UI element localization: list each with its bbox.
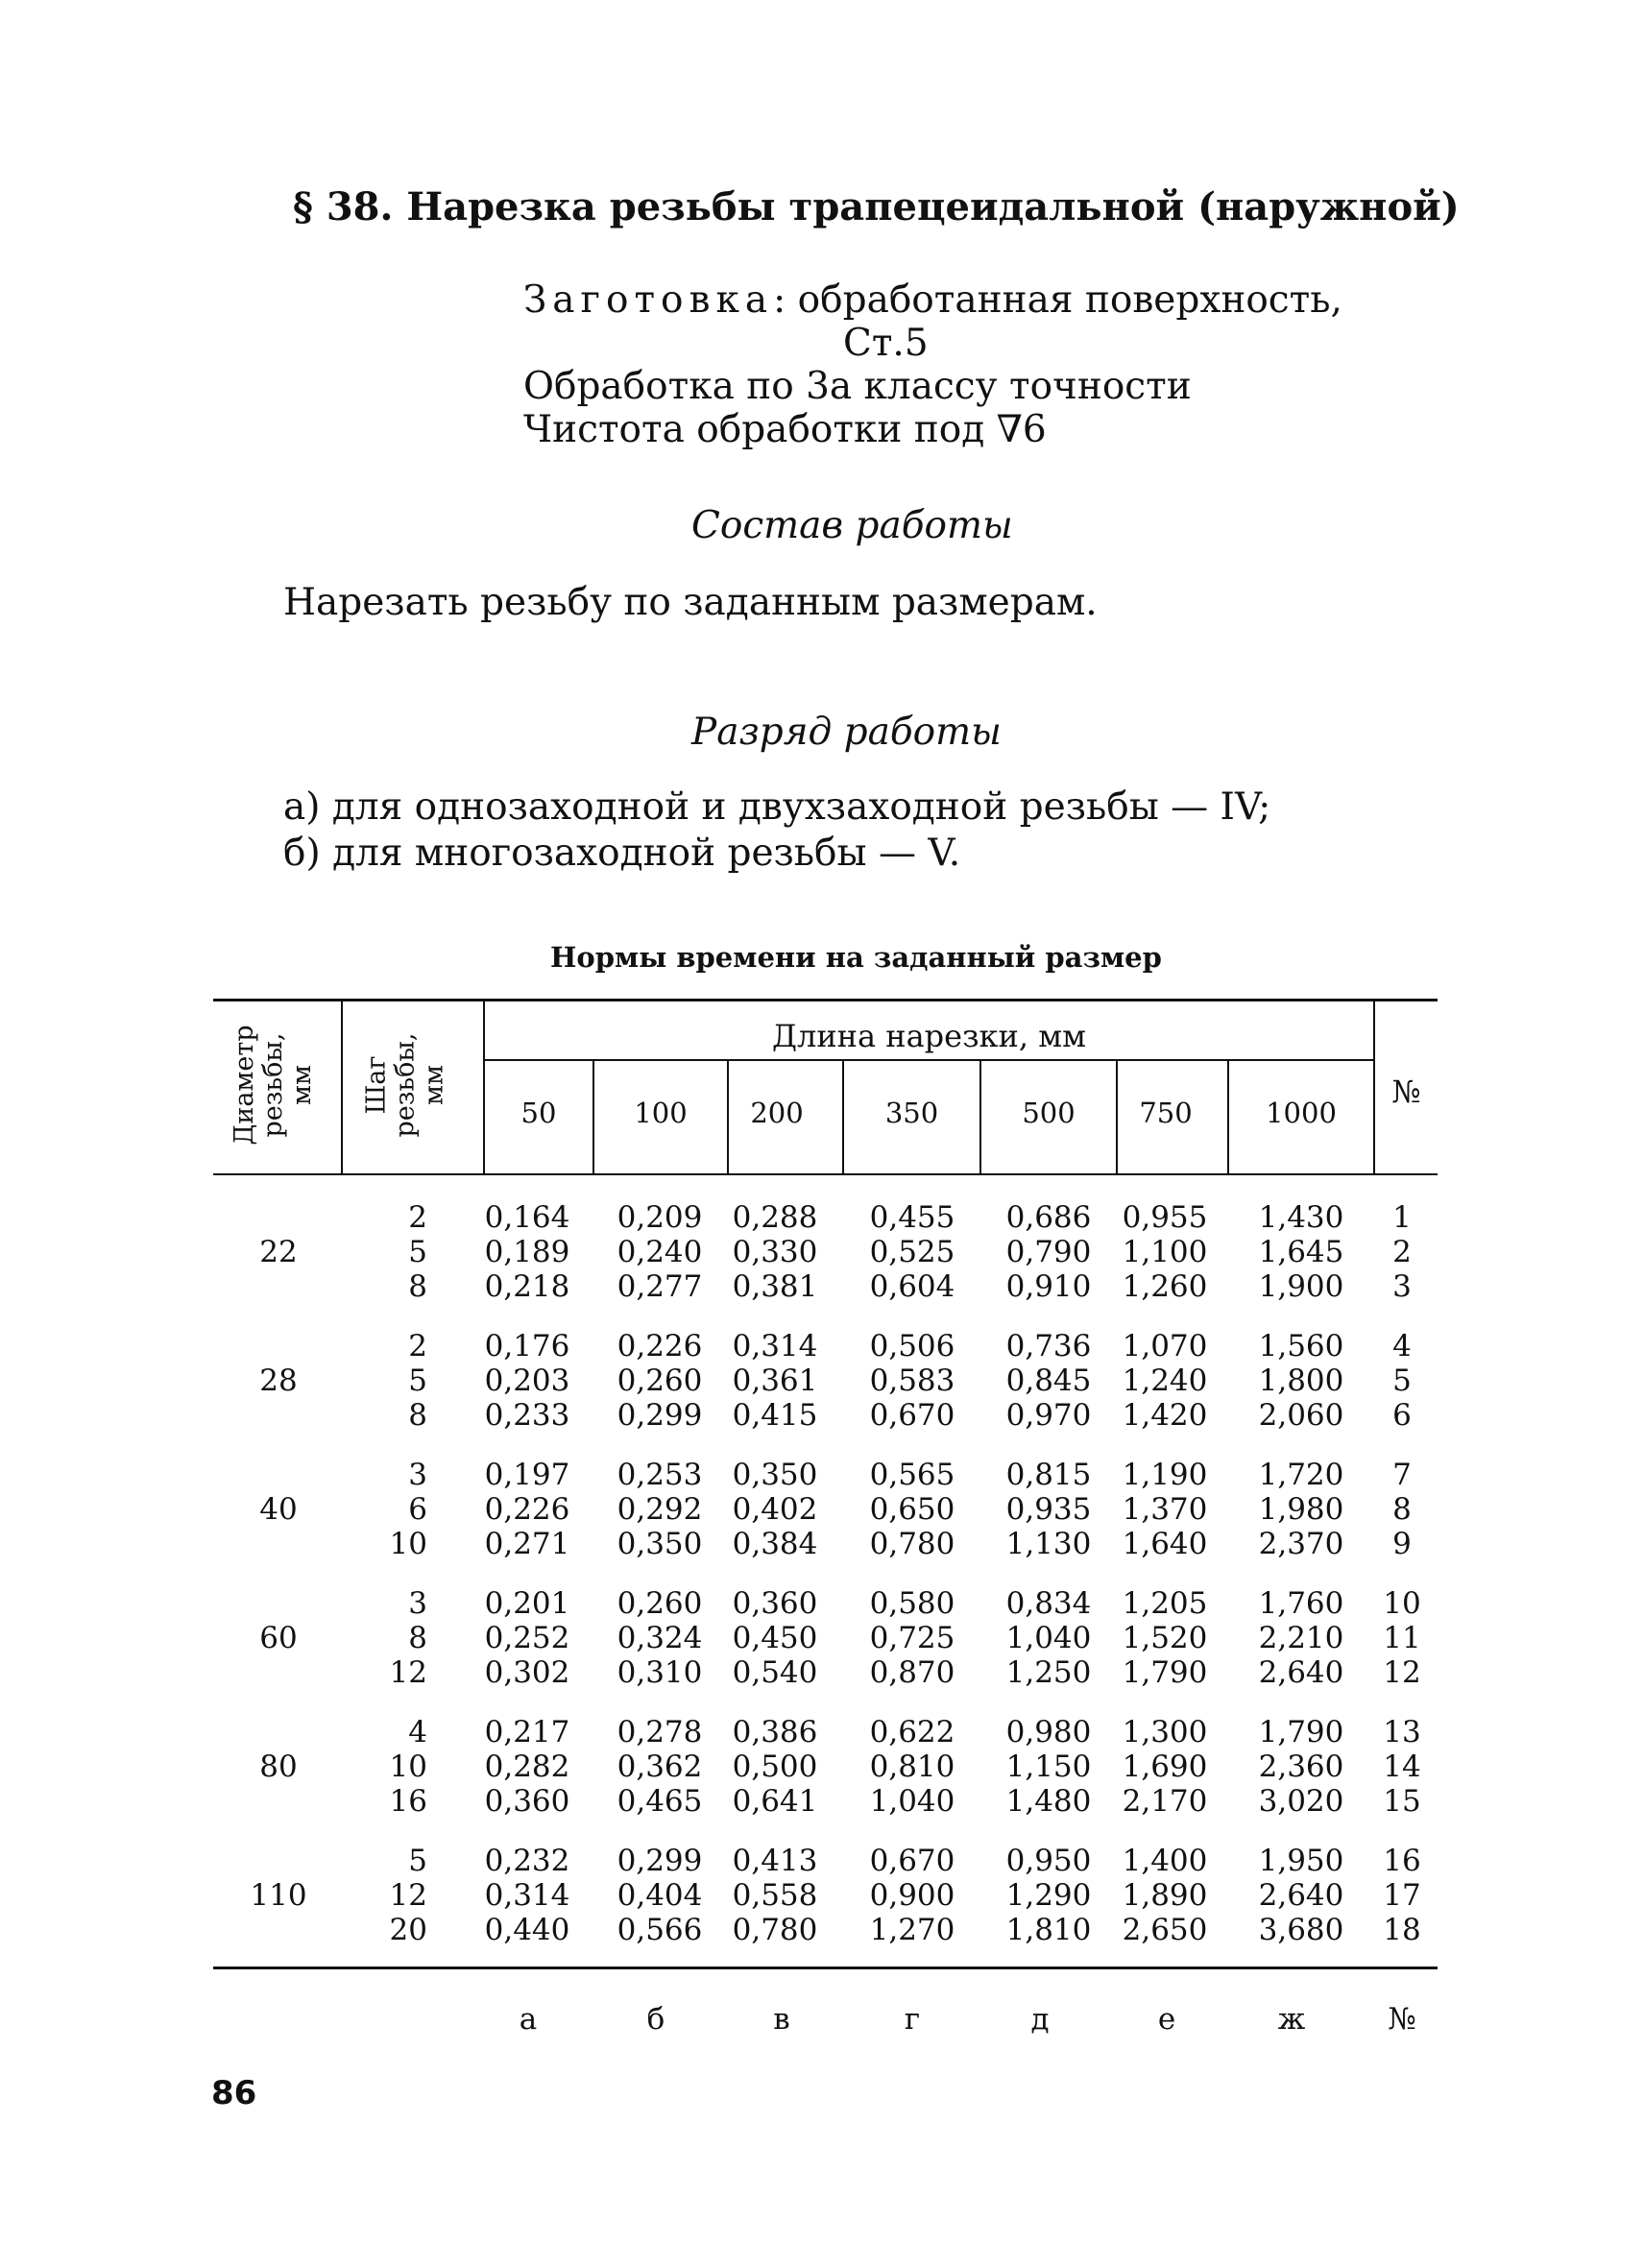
time-norm-cell: 1,790: [1258, 1715, 1344, 1749]
diameter-header-line: мм: [287, 1065, 317, 1106]
diameter-header-line: резьбы,: [258, 1032, 288, 1138]
time-norm-cell: 0,381: [732, 1269, 818, 1304]
row-number: 9: [1392, 1527, 1412, 1561]
time-norm-cell: 0,815: [1005, 1458, 1092, 1492]
time-norm-cell: 1,260: [1122, 1269, 1208, 1304]
time-norm-cell: 0,314: [732, 1329, 818, 1363]
pitch-value: 12: [389, 1655, 427, 1690]
time-norm-cell: 1,190: [1122, 1458, 1208, 1492]
time-norm-cell: 0,292: [616, 1492, 703, 1527]
time-norm-cell: 3,680: [1258, 1913, 1344, 1947]
time-norm-cell: 1,560: [1258, 1329, 1344, 1363]
time-norm-cell: 0,226: [616, 1329, 703, 1363]
time-norm-cell: 0,299: [616, 1398, 703, 1433]
time-norm-cell: 1,790: [1122, 1655, 1208, 1690]
footer-letter-zh: ж: [1277, 2002, 1306, 2037]
time-norm-cell: 1,150: [1005, 1749, 1092, 1784]
time-norm-cell: 1,890: [1122, 1878, 1208, 1913]
time-norm-cell: 1,100: [1122, 1235, 1208, 1269]
diameter-value: 60: [259, 1621, 298, 1655]
diameter-value: 28: [259, 1363, 298, 1398]
time-norm-cell: 0,736: [1005, 1329, 1092, 1363]
pitch-value: 16: [389, 1784, 427, 1819]
time-norm-cell: 0,500: [732, 1749, 818, 1784]
footer-letter-g: г: [904, 2002, 921, 2037]
pitch-value: 6: [408, 1492, 427, 1527]
pitch-header-line: резьбы,: [390, 1032, 421, 1138]
row-number: 17: [1383, 1878, 1421, 1913]
time-norm-cell: 1,645: [1258, 1235, 1344, 1269]
time-norm-cell: 1,800: [1258, 1363, 1344, 1398]
time-norm-cell: 0,314: [484, 1878, 570, 1913]
row-number: 2: [1392, 1235, 1412, 1269]
time-norm-cell: 0,310: [616, 1655, 703, 1690]
pitch-value: 4: [408, 1715, 427, 1749]
time-norm-cell: 2,640: [1258, 1655, 1344, 1690]
time-norm-cell: 2,360: [1258, 1749, 1344, 1784]
time-norm-cell: 0,240: [616, 1235, 703, 1269]
time-norm-cell: 2,170: [1122, 1784, 1208, 1819]
footer-letter-a: а: [519, 2002, 538, 2037]
time-norm-cell: 0,725: [869, 1621, 955, 1655]
row-number: 1: [1392, 1200, 1412, 1235]
footer-letter-d: д: [1030, 2002, 1050, 2037]
time-norm-cell: 0,566: [616, 1913, 703, 1947]
time-norm-cell: 0,288: [732, 1200, 818, 1235]
time-norm-cell: 0,580: [869, 1586, 955, 1621]
time-norm-cell: 0,558: [732, 1878, 818, 1913]
time-norm-cell: 0,845: [1005, 1363, 1092, 1398]
time-norm-cell: 0,910: [1005, 1269, 1092, 1304]
work-content-text: Нарезать резьбу по заданным размерам.: [283, 581, 1098, 624]
time-norm-cell: 1,810: [1005, 1913, 1092, 1947]
number-column-header: №: [1391, 1074, 1421, 1110]
time-norm-cell: 0,361: [732, 1363, 818, 1398]
time-norm-cell: 1,640: [1122, 1527, 1208, 1561]
time-norm-cell: 0,686: [1005, 1200, 1092, 1235]
time-norm-cell: 0,604: [869, 1269, 955, 1304]
time-norm-cell: 1,130: [1005, 1527, 1092, 1561]
length-header-200: 200: [750, 1097, 804, 1129]
length-header-750: 750: [1139, 1097, 1193, 1129]
row-number: 16: [1383, 1844, 1421, 1878]
pitch-value: 10: [389, 1749, 427, 1784]
footer-number-symbol: №: [1388, 2002, 1416, 2037]
work-content-heading: Состав работы: [691, 504, 1013, 547]
time-norm-cell: 0,203: [484, 1363, 570, 1398]
time-norm-cell: 0,218: [484, 1269, 570, 1304]
page-number: 86: [211, 2074, 257, 2112]
table-bottom-rule: [213, 1966, 1438, 1969]
time-norm-cell: 0,360: [732, 1586, 818, 1621]
time-norm-cell: 0,950: [1005, 1844, 1092, 1878]
time-norm-cell: 0,810: [869, 1749, 955, 1784]
time-norm-cell: 1,760: [1258, 1586, 1344, 1621]
time-norm-cell: 0,935: [1005, 1492, 1092, 1527]
time-norm-cell: 0,415: [732, 1398, 818, 1433]
time-norm-cell: 0,440: [484, 1913, 570, 1947]
time-norm-cell: 0,330: [732, 1235, 818, 1269]
workpiece-line-1: [523, 277, 1342, 325]
row-number: 7: [1392, 1458, 1412, 1492]
time-norm-cell: 0,955: [1122, 1200, 1208, 1235]
pitch-value: 3: [408, 1586, 427, 1621]
time-norm-cell: 0,209: [616, 1200, 703, 1235]
time-norm-cell: 1,950: [1258, 1844, 1344, 1878]
time-norm-cell: 1,290: [1005, 1878, 1092, 1913]
time-norm-cell: 0,278: [616, 1715, 703, 1749]
time-norm-cell: 0,277: [616, 1269, 703, 1304]
diameter-value: 110: [250, 1878, 307, 1913]
time-norm-cell: 0,302: [484, 1655, 570, 1690]
header-bottom-rule: [213, 1173, 1438, 1175]
time-norm-cell: 0,402: [732, 1492, 818, 1527]
row-number: 12: [1383, 1655, 1421, 1690]
workpiece-description: : обработанная поверхность,: [773, 278, 1342, 322]
pitch-header-line: мм: [419, 1065, 449, 1106]
length-header-50: 50: [520, 1097, 557, 1129]
header-divider: [341, 999, 343, 1173]
diameter-value: 22: [259, 1235, 298, 1269]
time-norm-cell: 0,217: [484, 1715, 570, 1749]
row-number: 14: [1383, 1749, 1421, 1784]
row-number: 3: [1392, 1269, 1412, 1304]
time-norm-cell: 1,070: [1122, 1329, 1208, 1363]
time-norm-cell: 0,404: [616, 1878, 703, 1913]
row-number: 5: [1392, 1363, 1412, 1398]
time-norm-cell: 1,400: [1122, 1844, 1208, 1878]
pitch-value: 10: [389, 1527, 427, 1561]
time-norm-cell: 0,455: [869, 1200, 955, 1235]
workpiece-material: Ст.5: [843, 322, 929, 365]
page-title: § 38. Нарезка резьбы трапецеидальной (наружной): [293, 184, 1460, 229]
time-norm-cell: 2,210: [1258, 1621, 1344, 1655]
time-norm-cell: 0,465: [616, 1784, 703, 1819]
time-norm-cell: 0,622: [869, 1715, 955, 1749]
pitch-value: 12: [389, 1878, 427, 1913]
time-norm-cell: 2,060: [1258, 1398, 1344, 1433]
time-norm-cell: 1,205: [1122, 1586, 1208, 1621]
table-top-rule: [213, 999, 1438, 1001]
time-norm-cell: 0,197: [484, 1458, 570, 1492]
time-norm-cell: 0,299: [616, 1844, 703, 1878]
time-norm-cell: 0,450: [732, 1621, 818, 1655]
pitch-value: 3: [408, 1458, 427, 1492]
time-norm-cell: 0,384: [732, 1527, 818, 1561]
time-norm-cell: 1,240: [1122, 1363, 1208, 1398]
diameter-column-header: [230, 999, 326, 1171]
row-number: 10: [1383, 1586, 1421, 1621]
time-norm-cell: 0,260: [616, 1363, 703, 1398]
time-norm-cell: 0,176: [484, 1329, 570, 1363]
footer-letter-e: е: [1157, 2002, 1176, 2037]
time-norm-cell: 1,430: [1258, 1200, 1344, 1235]
time-norm-cell: 0,226: [484, 1492, 570, 1527]
time-norm-cell: 1,040: [869, 1784, 955, 1819]
time-norm-cell: 0,540: [732, 1655, 818, 1690]
work-grade-heading: Разряд работы: [691, 711, 1002, 754]
time-norm-cell: 0,780: [869, 1527, 955, 1561]
row-number: 8: [1392, 1492, 1412, 1527]
surface-finish: Чистота обработки под ∇6: [523, 408, 1047, 451]
time-norm-cell: 0,900: [869, 1878, 955, 1913]
time-norm-cell: 1,900: [1258, 1269, 1344, 1304]
pitch-value: 2: [408, 1329, 427, 1363]
time-norm-cell: 0,670: [869, 1844, 955, 1878]
time-norm-cell: 0,641: [732, 1784, 818, 1819]
time-norm-cell: 0,525: [869, 1235, 955, 1269]
time-norm-cell: 2,640: [1258, 1878, 1344, 1913]
time-norm-cell: 1,980: [1258, 1492, 1344, 1527]
time-norm-cell: 0,670: [869, 1398, 955, 1433]
table-title: Нормы времени на заданный размер: [550, 941, 1162, 974]
time-norm-cell: 0,233: [484, 1398, 570, 1433]
pitch-column-header: [363, 1006, 459, 1165]
time-norm-cell: 0,970: [1005, 1398, 1092, 1433]
time-norm-cell: 0,164: [484, 1200, 570, 1235]
footer-letter-v: в: [773, 2002, 790, 2037]
time-norm-cell: 0,362: [616, 1749, 703, 1784]
time-norm-cell: 0,253: [616, 1458, 703, 1492]
time-norm-cell: 0,413: [732, 1844, 818, 1878]
length-header-100: 100: [634, 1097, 688, 1129]
time-norm-cell: 0,282: [484, 1749, 570, 1784]
diameter-header-line: Диаметр: [230, 1025, 259, 1146]
length-header-350: 350: [884, 1097, 939, 1129]
time-norm-cell: 1,300: [1122, 1715, 1208, 1749]
pitch-value: 5: [408, 1235, 427, 1269]
row-number: 18: [1383, 1913, 1421, 1947]
time-norm-cell: 1,270: [869, 1913, 955, 1947]
length-header-500: 500: [1022, 1097, 1076, 1129]
pitch-value: 20: [389, 1913, 427, 1947]
time-norm-cell: 0,506: [869, 1329, 955, 1363]
time-norm-cell: 0,870: [869, 1655, 955, 1690]
row-number: 11: [1383, 1621, 1421, 1655]
pitch-header-line: Шаг: [361, 1055, 392, 1115]
time-norm-cell: 0,834: [1005, 1586, 1092, 1621]
time-norm-cell: 0,650: [869, 1492, 955, 1527]
length-group-header: Длина нарезки, мм: [772, 1018, 1086, 1054]
time-norm-cell: 2,650: [1122, 1913, 1208, 1947]
time-norm-cell: 0,980: [1005, 1715, 1092, 1749]
time-norm-cell: 0,324: [616, 1621, 703, 1655]
pitch-value: 5: [408, 1363, 427, 1398]
row-number: 15: [1383, 1784, 1421, 1819]
footer-letter-b: б: [646, 2002, 665, 2037]
time-norm-cell: 1,480: [1005, 1784, 1092, 1819]
row-number: 4: [1392, 1329, 1412, 1363]
time-norm-cell: 1,040: [1005, 1621, 1092, 1655]
time-norm-cell: 1,720: [1258, 1458, 1344, 1492]
time-norm-cell: 0,252: [484, 1621, 570, 1655]
time-norm-cell: 0,189: [484, 1235, 570, 1269]
work-grade-a: а) для однозаходной и двухзаходной резьбы — IV;: [283, 785, 1271, 829]
time-norm-cell: 0,350: [616, 1527, 703, 1561]
row-number: 6: [1392, 1398, 1412, 1433]
time-norm-cell: 0,583: [869, 1363, 955, 1398]
time-norm-cell: 2,370: [1258, 1527, 1344, 1561]
workpiece-label: Заготовка: [523, 278, 774, 322]
time-norm-cell: 1,250: [1005, 1655, 1092, 1690]
time-norm-cell: 0,271: [484, 1527, 570, 1561]
time-norm-cell: 0,565: [869, 1458, 955, 1492]
time-norm-cell: 0,350: [732, 1458, 818, 1492]
pitch-value: 5: [408, 1844, 427, 1878]
time-norm-cell: 1,690: [1122, 1749, 1208, 1784]
pitch-value: 8: [408, 1269, 427, 1304]
time-norm-cell: 0,386: [732, 1715, 818, 1749]
time-norm-cell: 1,370: [1122, 1492, 1208, 1527]
pitch-value: 8: [408, 1398, 427, 1433]
time-norm-cell: 3,020: [1258, 1784, 1344, 1819]
time-norm-cell: 0,360: [484, 1784, 570, 1819]
time-norm-cell: 0,790: [1005, 1235, 1092, 1269]
time-norm-cell: 0,201: [484, 1586, 570, 1621]
time-norm-cell: 0,232: [484, 1844, 570, 1878]
time-norm-cell: 0,260: [616, 1586, 703, 1621]
work-grade-b: б) для многозаходной резьбы — V.: [283, 832, 961, 875]
diameter-value: 80: [259, 1749, 298, 1784]
accuracy-class: Обработка по 3а классу точности: [523, 365, 1192, 408]
time-norm-cell: 1,420: [1122, 1398, 1208, 1433]
length-header-1000: 1000: [1266, 1097, 1337, 1129]
row-number: 13: [1383, 1715, 1421, 1749]
length-group-rule: [485, 1059, 1373, 1061]
pitch-value: 2: [408, 1200, 427, 1235]
pitch-value: 8: [408, 1621, 427, 1655]
diameter-value: 40: [259, 1492, 298, 1527]
time-norm-cell: 1,520: [1122, 1621, 1208, 1655]
time-norm-cell: 0,780: [732, 1913, 818, 1947]
